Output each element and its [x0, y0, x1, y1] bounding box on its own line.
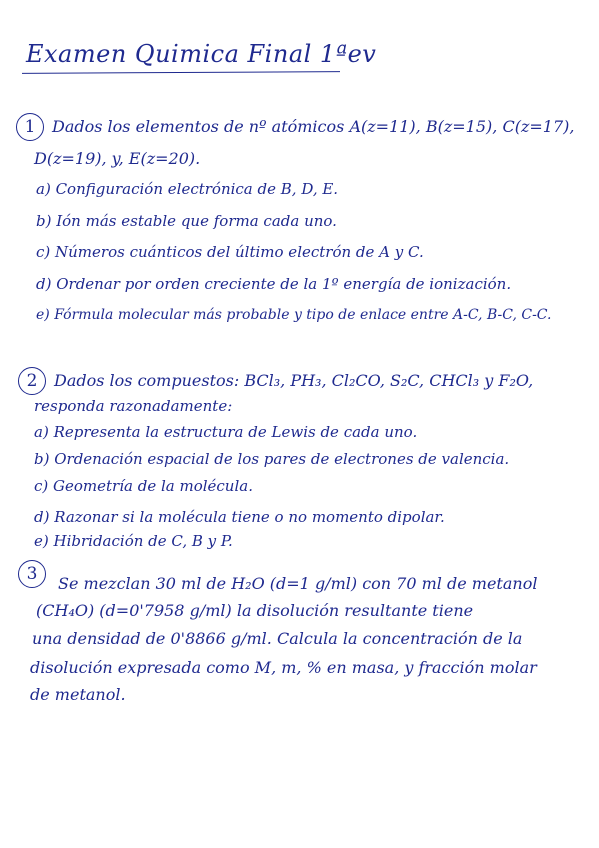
question-2-line-2: responda razonadamente:	[34, 397, 233, 415]
question-2-item-c: c) Geometría de la molécula.	[34, 477, 253, 495]
question-1-item-c: c) Números cuánticos del último electrón de A y C.	[36, 243, 424, 261]
question-3-line-5: de metanol.	[30, 685, 126, 704]
question-2-line-1: Dados los compuestos: BCl₃, PH₃, Cl₂CO, S₂C, CHCl₃ y F₂O,	[54, 371, 534, 390]
question-1-item-b: b) Ión más estable que forma cada uno.	[36, 212, 337, 230]
question-1-line-2: D(z=19), y, E(z=20).	[34, 149, 201, 168]
question-number-circle: 2	[18, 367, 46, 395]
title-underline	[22, 71, 340, 74]
question-3-line-1: Se mezclan 30 ml de H₂O (d=1 g/ml) con 70 ml de metanol	[58, 574, 538, 593]
question-2-item-a: a) Representa la estructura de Lewis de cada uno.	[34, 423, 418, 441]
question-1-line-1: Dados los elementos de nº atómicos A(z=11), B(z=15), C(z=17),	[52, 117, 575, 136]
exam-title: Examen Quimica Final 1ªev	[26, 40, 377, 68]
question-2-item-e: e) Hibridación de C, B y P.	[34, 532, 233, 550]
question-3-line-3: una densidad de 0'8866 g/ml. Calcula la concentración de la	[32, 629, 523, 648]
question-number-circle: 3	[18, 560, 46, 588]
question-1-item-a: a) Configuración electrónica de B, D, E.	[36, 180, 339, 198]
question-2-item-b: b) Ordenación espacial de los pares de electrones de valencia.	[34, 450, 510, 468]
question-1-item-d: d) Ordenar por orden creciente de la 1º energía de ionización.	[36, 275, 512, 293]
question-1-item-e: e) Fórmula molecular más probable y tipo de enlace entre A-C, B-C, C-C.	[36, 307, 552, 323]
question-3-line-2: (CH₄O) (d=0'7958 g/ml) la disolución resultante tiene	[36, 601, 474, 620]
question-2-item-d: d) Razonar si la molécula tiene o no momento dipolar.	[34, 508, 445, 526]
question-3-line-4: disolución expresada como M, m, % en masa, y fracción molar	[30, 658, 537, 677]
question-3-header	[16, 560, 596, 593]
question-2-header	[16, 367, 596, 397]
question-number-circle: 1	[16, 113, 44, 141]
question-1-header	[16, 113, 596, 143]
